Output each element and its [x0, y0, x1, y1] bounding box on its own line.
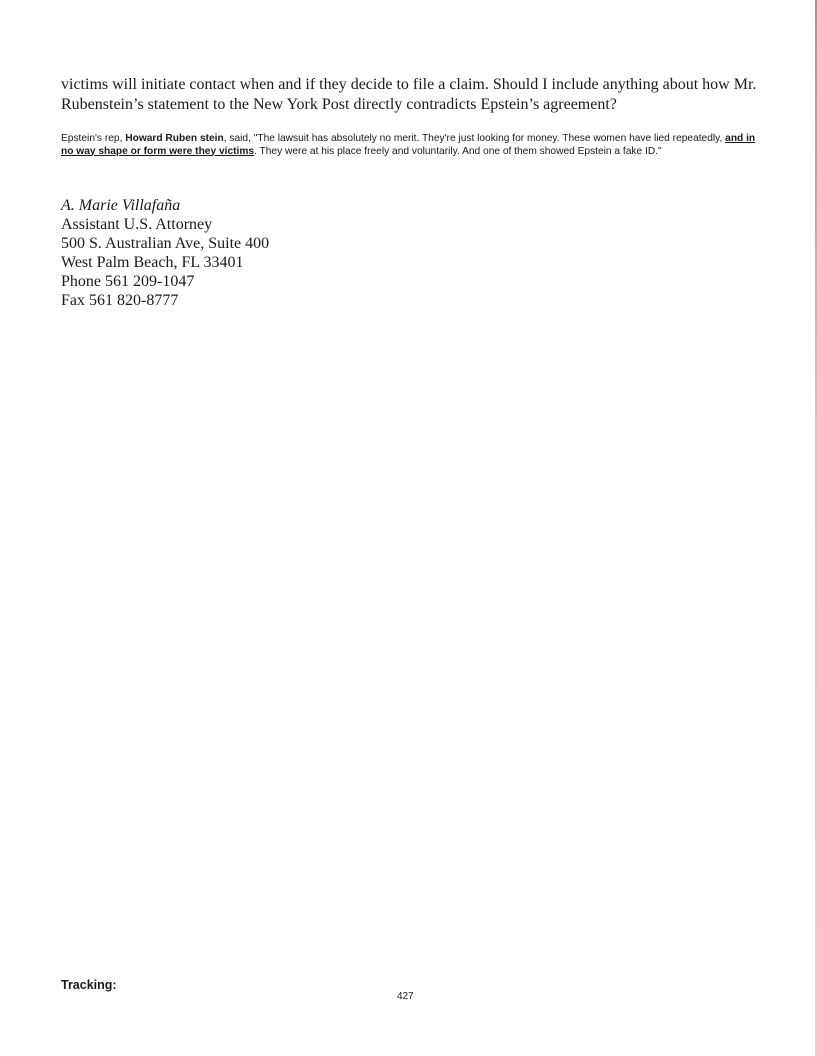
signature-phone: Phone 561 209-1047 [61, 273, 195, 290]
quote-middle: , said, "The lawsuit has absolutely no merit. They're just looking for money. These women have lied repeatedly, [223, 133, 726, 144]
signature-fax: Fax 561 820-8777 [61, 292, 179, 309]
tracking-label: Tracking: [61, 978, 117, 992]
quote-emphasis: and in no way shape or form were they victims [61, 133, 756, 157]
quoted-statement [61, 133, 761, 158]
quote-ending: . They were at his place freely and voluntarily. And one of them showed Epstein a fake ID." [254, 145, 662, 157]
quote-intro: Epstein's rep, [61, 133, 126, 144]
page-number: 427 [397, 991, 414, 1002]
email-body-paragraph: victims will initiate contact when and if they decide to file a claim. Should I include anything about how Mr. Rubenstein’s statement to the New York Post directly contradicts Epstein’s agreement? [61, 76, 757, 113]
signature-title: Assistant U.S. Attorney [61, 216, 213, 233]
signature-name: A. Marie Villafaña [61, 197, 181, 214]
signature-address-line2: West Palm Beach, FL 33401 [61, 254, 244, 271]
signature-block [61, 196, 269, 310]
quote-rep-name: Howard Ruben stein [125, 133, 224, 144]
signature-address-line1: 500 S. Australian Ave, Suite 400 [61, 235, 270, 252]
